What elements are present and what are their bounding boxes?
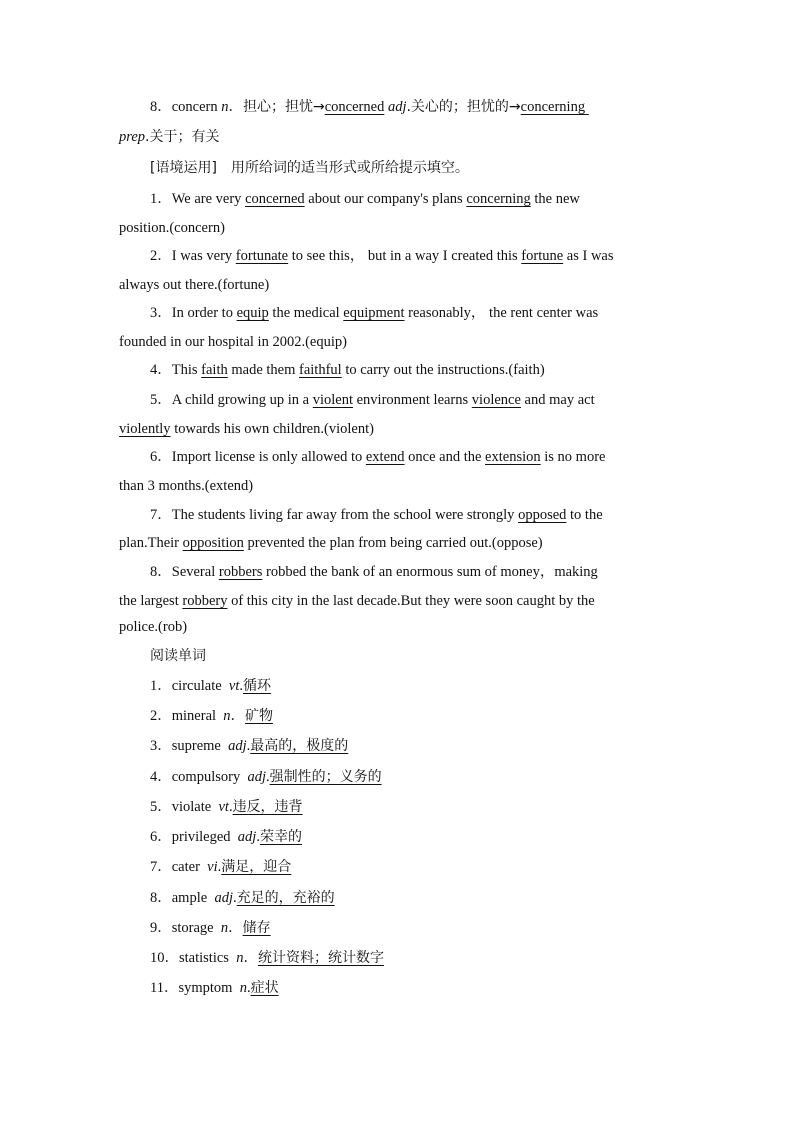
exercise-1 — [150, 189, 580, 209]
reading-word-item — [150, 827, 302, 847]
sentence-text: reasonably， the rent center was — [404, 305, 599, 321]
separator: ． — [228, 99, 244, 115]
item-number: 10． — [150, 950, 179, 966]
sentence-text: Import license is only allowed to — [171, 449, 366, 465]
item-number: 6． — [150, 449, 172, 465]
answer-blank: violently — [119, 421, 171, 437]
sentence-text: The students living far away from the school were strongly — [171, 507, 519, 523]
pos-label: adj — [214, 890, 233, 906]
separator: . — [266, 769, 270, 785]
vocab-word: storage — [171, 920, 214, 936]
item-number: 1． — [150, 678, 172, 694]
answer-blank: 储存 — [242, 920, 271, 936]
answer-blank: violent — [312, 392, 353, 408]
sentence-text: made them — [227, 362, 300, 378]
answer-blank: robbery — [182, 593, 228, 609]
sentence-text: to carry out the instructions.(faith) — [341, 362, 545, 378]
sentence-text: the new — [530, 191, 580, 207]
separator: . — [256, 829, 260, 845]
answer-blank: fortunate — [235, 248, 289, 264]
sentence-text: robbed the bank of an enormous sum of money，making — [262, 564, 598, 580]
separator: . — [217, 859, 222, 875]
answer-blank: equipment — [343, 305, 405, 321]
vocab-word: privileged — [171, 829, 231, 845]
separator: . — [246, 738, 251, 754]
separator: . — [239, 678, 244, 694]
exercise-7-cont — [119, 533, 543, 553]
item-number: 7． — [150, 859, 172, 875]
exercise-3-cont — [119, 332, 347, 352]
sentence-text: founded in our hospital in 2002.(equip) — [119, 334, 347, 350]
answer-blank: fortune — [521, 248, 564, 264]
pos-label: adj — [247, 769, 266, 785]
answer-blank: 强制性的；义务的 — [269, 769, 382, 785]
vocab-word: mineral — [171, 708, 217, 724]
reading-word-item — [150, 797, 303, 817]
answer-blank: 满足，迎合 — [221, 859, 292, 875]
answer-blank: 矿物 — [245, 708, 274, 724]
exercise-1-cont — [119, 218, 225, 238]
answer-blank: concerned — [245, 191, 305, 207]
sentence-text: Several — [171, 564, 219, 580]
item-number: 5． — [150, 799, 172, 815]
sentence-text: to see this， but in a way I created this — [288, 248, 522, 264]
item-number: 2． — [150, 708, 172, 724]
reading-heading: 阅读单词 — [150, 648, 206, 664]
answer-blank: concerned — [324, 99, 385, 115]
sentence-text: than 3 months.(extend) — [119, 478, 254, 494]
exercise-8 — [150, 562, 598, 582]
reading-word-item — [150, 676, 271, 696]
pos-label: vt — [218, 799, 229, 815]
answer-blank: 充足的，充裕的 — [236, 890, 335, 906]
separator: ． — [243, 950, 258, 966]
reading-word-item — [150, 706, 273, 726]
vocab-line-8 — [150, 97, 589, 117]
sentence-text: environment learns — [353, 392, 472, 408]
answer-blank: equip — [236, 305, 269, 321]
answer-blank: 最高的，极度的 — [250, 738, 349, 754]
sentence-text: the largest — [119, 593, 183, 609]
sentence-text: plan.Their — [119, 535, 183, 551]
vocab-line-8-cont — [119, 127, 220, 147]
sentence-text: position.(concern) — [119, 220, 225, 236]
pos-label: adj — [387, 99, 407, 115]
answer-blank: concerning — [520, 99, 586, 115]
item-number: 7． — [150, 507, 172, 523]
answer-blank: extension — [485, 449, 541, 465]
sentence-text: of this city in the last decade.But they were soon caught by the — [227, 593, 595, 609]
answer-blank: 循环 — [243, 678, 272, 694]
meaning: .关心的；担忧的→ — [406, 99, 521, 115]
item-number: 6． — [150, 829, 172, 845]
usage-heading — [150, 158, 469, 178]
sentence-text: A child growing up in a — [171, 392, 313, 408]
answer-blank: 荣幸的 — [259, 829, 302, 845]
exercise-3 — [150, 303, 598, 323]
reading-word-item — [150, 978, 279, 998]
sentence-text: as I was — [563, 248, 614, 264]
answer-blank: faithful — [299, 362, 342, 378]
vocab-word: compulsory — [171, 769, 241, 785]
vocab-word: statistics — [179, 950, 229, 966]
answer-blank: opposition — [182, 535, 244, 551]
pos-label: n — [239, 980, 247, 996]
reading-word-item — [150, 888, 335, 908]
reading-word-item — [150, 736, 348, 756]
sentence-text: I was very — [171, 248, 236, 264]
item-number: 8． — [150, 99, 172, 115]
exercise-4 — [150, 360, 545, 380]
reading-word-item — [150, 767, 382, 787]
vocab-word: ample — [171, 890, 208, 906]
exercise-7 — [150, 505, 603, 525]
answer-blank: violence — [471, 392, 521, 408]
sentence-text: prevented the plan from being carried out.(oppose) — [243, 535, 543, 551]
item-number: 5． — [150, 392, 172, 408]
sentence-text: We are very — [171, 191, 246, 207]
meaning: 担心；担忧→ — [243, 99, 325, 115]
separator: ． — [228, 920, 243, 936]
exercise-2-cont — [119, 275, 269, 295]
answer-blank: opposed — [518, 507, 567, 523]
exercise-8-cont — [119, 591, 595, 611]
section-label: [语境运用] — [150, 160, 217, 176]
answer-blank: 违反，违背 — [232, 799, 303, 815]
answer-blank: faith — [201, 362, 228, 378]
sentence-text: once and the — [404, 449, 486, 465]
vocab-word: concern — [171, 99, 218, 115]
vocab-word: violate — [171, 799, 212, 815]
sentence-text: the medical — [268, 305, 344, 321]
item-number: 8． — [150, 890, 172, 906]
pos-label: n — [221, 99, 229, 115]
reading-word-item — [150, 948, 384, 968]
pos-label: vt — [228, 678, 240, 694]
reading-word-item — [150, 857, 291, 877]
sentence-text: This — [171, 362, 202, 378]
meaning: .关于；有关 — [145, 129, 220, 145]
sentence-text: In order to — [171, 305, 237, 321]
item-number: 11． — [150, 980, 179, 996]
exercise-6 — [150, 447, 605, 467]
item-number: 9． — [150, 920, 172, 936]
item-number: 3． — [150, 305, 172, 321]
vocab-word: circulate — [171, 678, 222, 694]
item-number: 4． — [150, 769, 172, 785]
item-number: 4． — [150, 362, 172, 378]
vocab-word: supreme — [171, 738, 221, 754]
pos-label: n — [220, 920, 229, 936]
separator: ． — [230, 708, 246, 724]
pos-label: n — [223, 708, 231, 724]
separator: . — [232, 890, 237, 906]
answer-blank: extend — [365, 449, 405, 465]
pos-label: adj — [237, 829, 257, 845]
exercise-8-cont2 — [119, 617, 187, 637]
pos-label: prep — [119, 129, 146, 145]
sentence-text: towards his own children.(violent) — [170, 421, 374, 437]
sentence-text: about our company's plans — [304, 191, 467, 207]
answer-blank: 统计资料；统计数字 — [257, 950, 384, 966]
answer-blank: 症状 — [250, 980, 279, 996]
item-number: 8． — [150, 564, 172, 580]
sentence-text: and may act — [520, 392, 595, 408]
pos-label: vi — [207, 859, 218, 875]
separator: . — [246, 980, 251, 996]
pos-label: n — [236, 950, 244, 966]
sentence-text: to the — [566, 507, 603, 523]
sentence-text: police.(rob) — [119, 619, 188, 635]
pos-label: adj — [228, 738, 247, 754]
item-number: 1． — [150, 191, 172, 207]
exercise-5 — [150, 390, 595, 410]
exercise-6-cont — [119, 476, 253, 496]
instruction: 用所给词的适当形式或所给提示填空。 — [216, 160, 469, 176]
exercise-2 — [150, 246, 614, 266]
vocab-word: cater — [171, 859, 200, 875]
item-number: 2． — [150, 248, 172, 264]
answer-blank: robbers — [218, 564, 263, 580]
vocab-word: symptom — [178, 980, 233, 996]
sentence-text: always out there.(fortune) — [119, 277, 270, 293]
answer-blank: concerning — [466, 191, 531, 207]
item-number: 3． — [150, 738, 172, 754]
separator: . — [228, 799, 233, 815]
sentence-text: is no more — [540, 449, 606, 465]
reading-word-item — [150, 918, 271, 938]
exercise-5-cont — [119, 419, 374, 439]
